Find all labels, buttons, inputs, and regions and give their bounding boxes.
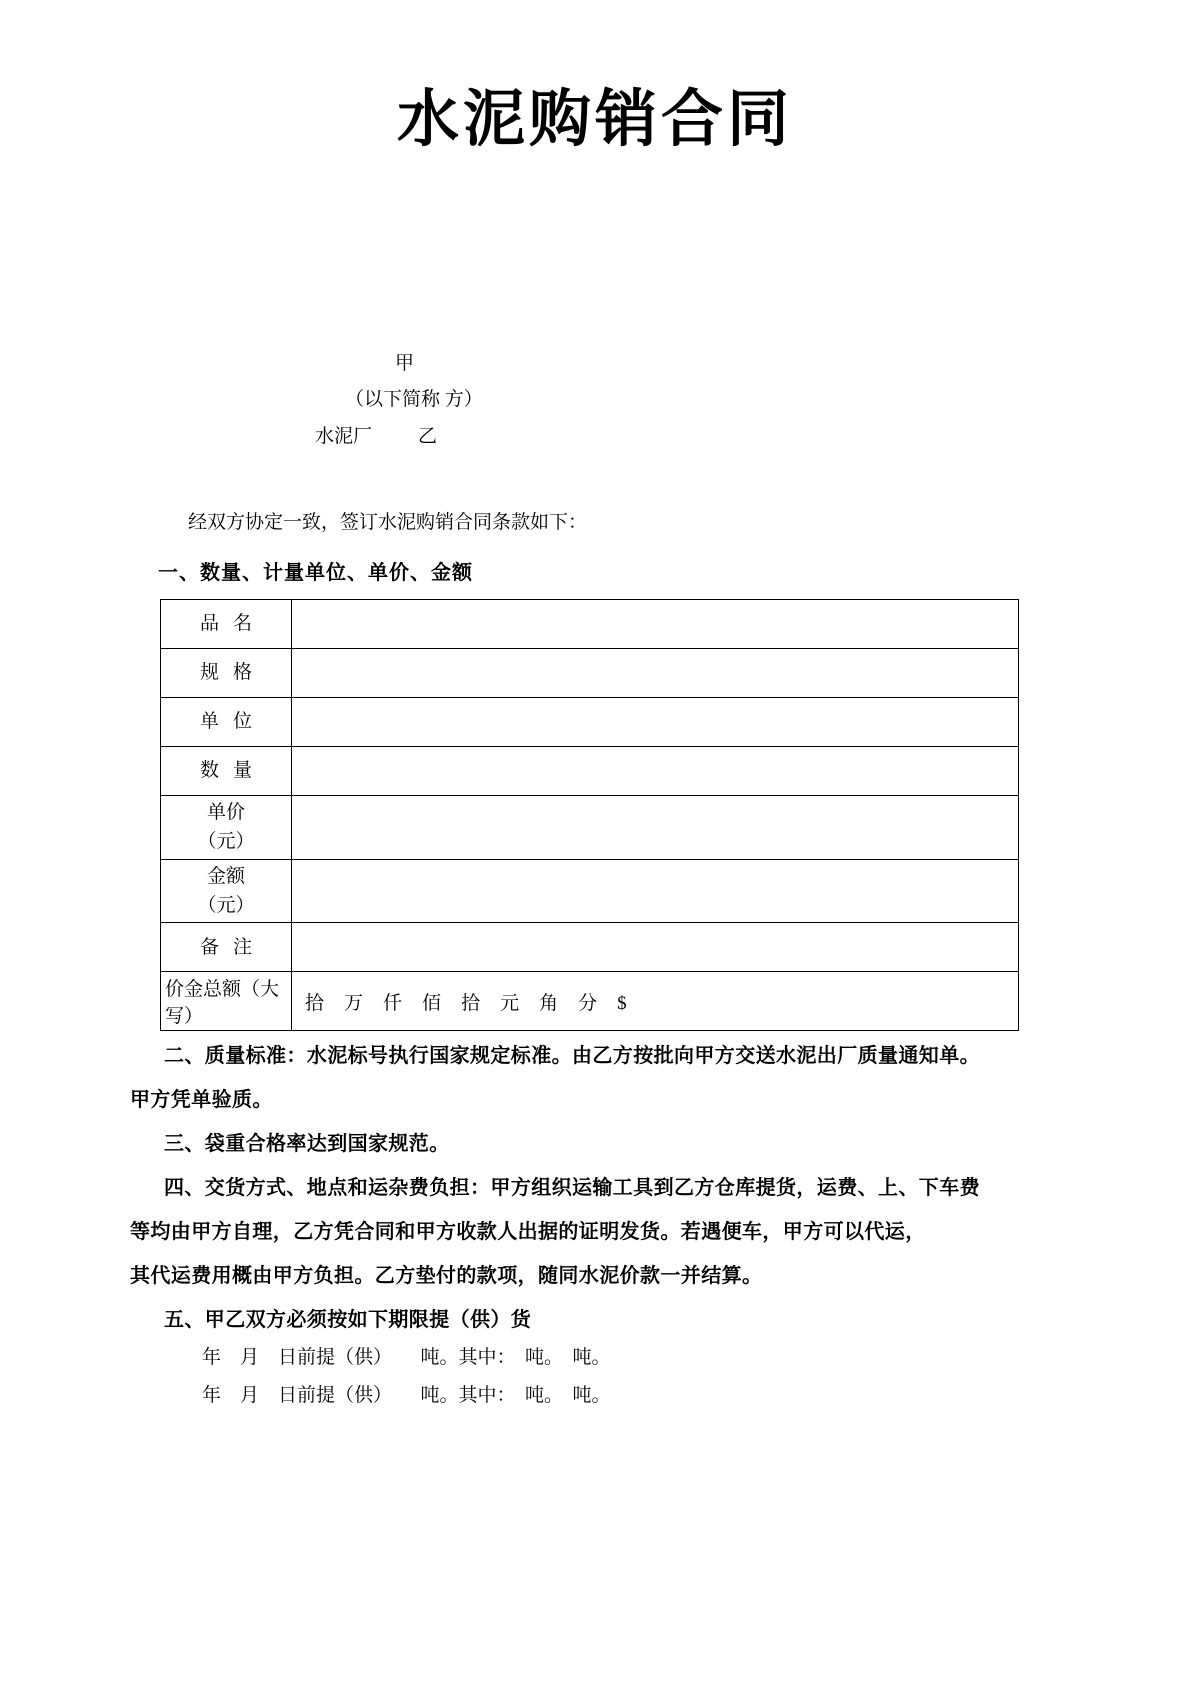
clause-4-continued-1: 等均由甲方自理，乙方凭合同和甲方收款人出据的证明发货。若遇便车，甲方可以代运， xyxy=(130,1219,926,1244)
clause-4-continued-2: 其代运费用概由甲方负担。乙方垫付的款项，随同水泥价款一并结算。 xyxy=(130,1263,763,1288)
unit-qian: 仟 xyxy=(383,992,405,1014)
row-value-amount[interactable] xyxy=(292,859,1019,923)
table-row xyxy=(161,599,1019,648)
row-value-product-name[interactable] xyxy=(292,599,1019,648)
page-title: 水泥购销合同 xyxy=(396,82,793,155)
unit-fen: 分 xyxy=(578,992,600,1014)
row-label-amount: 金额 （元） xyxy=(161,859,292,923)
row-value-remark[interactable] xyxy=(292,923,1019,972)
parties-block xyxy=(130,346,1060,454)
row-label-quantity: 数 量 xyxy=(161,746,292,795)
table-row xyxy=(161,859,1019,923)
row-value-unit[interactable] xyxy=(292,697,1019,746)
unit-wan: 万 xyxy=(344,992,366,1014)
row-label-unit-price: 单价 （元） xyxy=(161,795,292,859)
table-row xyxy=(161,795,1019,859)
unit-bai: 佰 xyxy=(422,992,444,1014)
clause-5-heading: 五、甲乙双方必须按如下期限提（供）货 xyxy=(164,1307,532,1332)
row-value-unit-price[interactable] xyxy=(292,795,1019,859)
table-row-total xyxy=(161,972,1019,1031)
row-value-spec[interactable] xyxy=(292,648,1019,697)
unit-currency-symbol: $ xyxy=(617,992,629,1014)
party-b-label: 乙 xyxy=(418,425,438,447)
row-label-product-name: 品 名 xyxy=(161,599,292,648)
clause-2-continued: 甲方凭单验质。 xyxy=(130,1087,273,1112)
party-alias-note: （以下简称 方） xyxy=(345,389,483,411)
unit-jiao: 角 xyxy=(539,992,561,1014)
row-label-remark: 备 注 xyxy=(161,923,292,972)
clause-3-text: 三、袋重合格率达到国家规范。 xyxy=(164,1131,450,1156)
party-a-line: 甲 xyxy=(395,353,415,375)
unit-shi: 拾 xyxy=(461,992,483,1014)
table-row xyxy=(161,697,1019,746)
clause-2-text: 二、质量标准：水泥标号执行国家规定标准。由乙方按批向甲方交送水泥出厂质量通知单。 xyxy=(164,1043,980,1068)
party-b-factory: 水泥厂 xyxy=(315,425,373,447)
table-row xyxy=(161,923,1019,972)
delivery-line-2[interactable]: 年 月 日前提（供） 吨。其中： 吨。 吨。 xyxy=(202,1385,611,1407)
total-amount-label: 价金总额（大写） xyxy=(161,972,292,1031)
total-amount-units[interactable] xyxy=(292,972,1019,1031)
row-value-quantity[interactable] xyxy=(292,746,1019,795)
table-row xyxy=(161,746,1019,795)
party-b-line xyxy=(130,419,1060,455)
intro-paragraph: 经双方协定一致，签订水泥购销合同条款如下： xyxy=(188,511,588,533)
row-label-unit: 单 位 xyxy=(161,697,292,746)
unit-shi-wan: 拾 xyxy=(305,992,327,1014)
row-label-spec: 规 格 xyxy=(161,648,292,697)
goods-table xyxy=(160,599,1019,1032)
clause-1-heading: 一、数量、计量单位、单价、金额 xyxy=(158,559,473,584)
unit-yuan: 元 xyxy=(500,992,522,1014)
delivery-line-1[interactable]: 年 月 日前提（供） 吨。其中： 吨。 吨。 xyxy=(202,1347,611,1369)
table-row xyxy=(161,648,1019,697)
clause-4-text: 四、交货方式、地点和运杂费负担：甲方组织运输工具到乙方仓库提货，运费、上、下车费 xyxy=(164,1175,980,1200)
